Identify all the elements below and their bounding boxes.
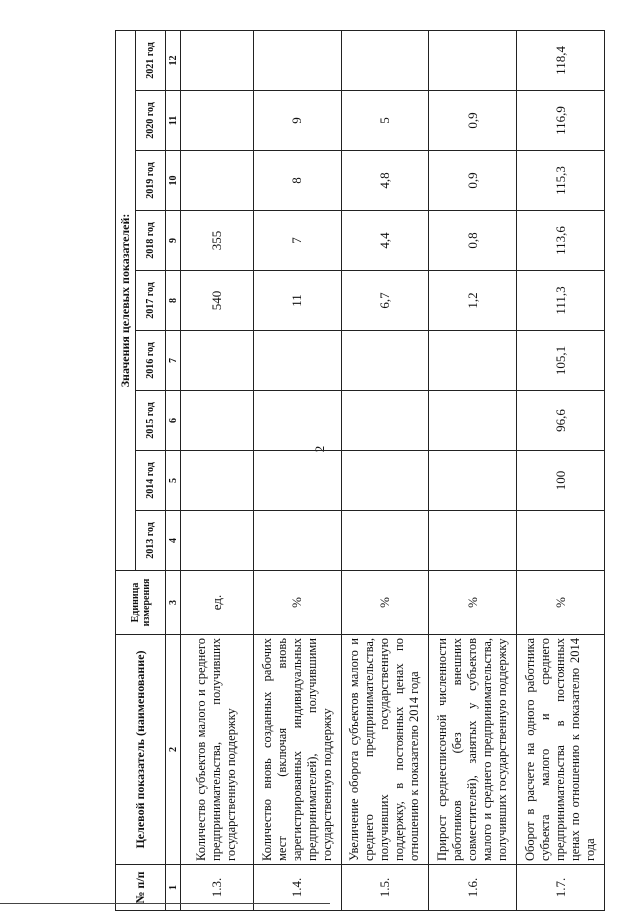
value-cell: 5 bbox=[341, 91, 429, 151]
value-cell bbox=[429, 30, 517, 90]
row-number: 1.6. bbox=[429, 865, 517, 911]
unit-cell: % bbox=[429, 571, 517, 635]
value-cell: 4,4 bbox=[341, 211, 429, 271]
header-year: 2019 год bbox=[136, 151, 166, 211]
value-cell: 96,6 bbox=[517, 391, 605, 451]
unit-cell: % bbox=[253, 571, 341, 635]
header-unit: Единица измерения bbox=[116, 571, 166, 635]
value-cell bbox=[429, 391, 517, 451]
value-cell bbox=[181, 451, 254, 511]
value-cell bbox=[253, 451, 341, 511]
column-number: 11 bbox=[166, 91, 181, 151]
indicator-name: Увеличение оборота субъектов малого и среднего предпринимательства, получивших государственную поддержку, в постоянных ценах по отношению к показателю 2014 года bbox=[341, 635, 429, 865]
value-cell: 105,1 bbox=[517, 331, 605, 391]
value-cell: 0,8 bbox=[429, 211, 517, 271]
value-cell bbox=[253, 30, 341, 90]
value-cell: 0,9 bbox=[429, 91, 517, 151]
column-number: 7 bbox=[166, 331, 181, 391]
value-cell bbox=[341, 391, 429, 451]
header-year: 2018 год bbox=[136, 211, 166, 271]
value-cell bbox=[181, 511, 254, 571]
header-year: 2016 год bbox=[136, 331, 166, 391]
footer-divider bbox=[0, 903, 330, 904]
value-cell: 355 bbox=[181, 211, 254, 271]
unit-cell: ед. bbox=[181, 571, 254, 635]
table-row bbox=[253, 30, 341, 910]
indicator-name: Количество субъектов малого и среднего предпринимательства, получивших государственную поддержку bbox=[181, 635, 254, 865]
value-cell: 115,3 bbox=[517, 151, 605, 211]
value-cell bbox=[341, 331, 429, 391]
value-cell bbox=[181, 151, 254, 211]
header-year: 2014 год bbox=[136, 451, 166, 511]
header-year: 2020 год bbox=[136, 91, 166, 151]
unit-cell: % bbox=[341, 571, 429, 635]
value-cell: 111,3 bbox=[517, 271, 605, 331]
header-year: 2021 год bbox=[136, 30, 166, 90]
column-number: 10 bbox=[166, 151, 181, 211]
value-cell: 0,9 bbox=[429, 151, 517, 211]
header-year: 2013 год bbox=[136, 511, 166, 571]
value-cell: 116,9 bbox=[517, 91, 605, 151]
value-cell bbox=[253, 331, 341, 391]
header-values-group: Значения целевых показателей: bbox=[116, 30, 136, 570]
header-indicator: Целевой показатель (наименование) bbox=[116, 635, 166, 865]
value-cell bbox=[429, 451, 517, 511]
value-cell bbox=[517, 511, 605, 571]
header-num: № п/п bbox=[116, 865, 166, 911]
column-number: 2 bbox=[166, 635, 181, 865]
table-row bbox=[341, 30, 429, 910]
row-number: 1.5. bbox=[341, 865, 429, 911]
value-cell bbox=[341, 511, 429, 571]
indicator-name: Прирост среднесписочной численности работников (без внешних совместителей), занятых у субъектов малого и среднего предпринимательства, получивших государственную поддержку bbox=[429, 635, 517, 865]
indicator-name: Оборот в расчете на одного работника субъекта малого и среднего предпринимательства в постоянных ценах по отношению к показателю 2014 года bbox=[517, 635, 605, 865]
value-cell: 118,4 bbox=[517, 30, 605, 90]
value-cell bbox=[181, 331, 254, 391]
table-row bbox=[517, 30, 605, 910]
value-cell bbox=[181, 30, 254, 90]
value-cell: 9 bbox=[253, 91, 341, 151]
value-cell: 1,2 bbox=[429, 271, 517, 331]
row-number: 1.7. bbox=[517, 865, 605, 911]
header-year: 2015 год bbox=[136, 391, 166, 451]
value-cell bbox=[341, 30, 429, 90]
value-cell: 6,7 bbox=[341, 271, 429, 331]
value-cell: 11 bbox=[253, 271, 341, 331]
column-number: 1 bbox=[166, 865, 181, 911]
value-cell: 4,8 bbox=[341, 151, 429, 211]
column-number: 5 bbox=[166, 451, 181, 511]
value-cell: 540 bbox=[181, 271, 254, 331]
column-number: 4 bbox=[166, 511, 181, 571]
table-row bbox=[181, 30, 254, 910]
table-row bbox=[429, 30, 517, 910]
column-number: 6 bbox=[166, 391, 181, 451]
header-year: 2017 год bbox=[136, 271, 166, 331]
page-number: 2 bbox=[312, 445, 327, 453]
value-cell: 113,6 bbox=[517, 211, 605, 271]
value-cell bbox=[181, 391, 254, 451]
unit-cell: % bbox=[517, 571, 605, 635]
value-cell bbox=[181, 91, 254, 151]
indicators-table bbox=[115, 30, 605, 911]
column-number: 8 bbox=[166, 271, 181, 331]
value-cell bbox=[253, 391, 341, 451]
value-cell bbox=[341, 451, 429, 511]
value-cell: 8 bbox=[253, 151, 341, 211]
indicator-name: Количество вновь созданных рабочих мест (включая вновь зарегистрированных индивидуальных предпринимателей), получившими государственную поддержку bbox=[253, 635, 341, 865]
value-cell: 7 bbox=[253, 211, 341, 271]
row-number: 1.4. bbox=[253, 865, 341, 911]
column-number-row bbox=[166, 30, 181, 910]
value-cell bbox=[253, 511, 341, 571]
column-number: 3 bbox=[166, 571, 181, 635]
column-number: 12 bbox=[166, 30, 181, 90]
value-cell bbox=[429, 511, 517, 571]
row-number: 1.3. bbox=[181, 865, 254, 911]
value-cell: 100 bbox=[517, 451, 605, 511]
column-number: 9 bbox=[166, 211, 181, 271]
value-cell bbox=[429, 331, 517, 391]
